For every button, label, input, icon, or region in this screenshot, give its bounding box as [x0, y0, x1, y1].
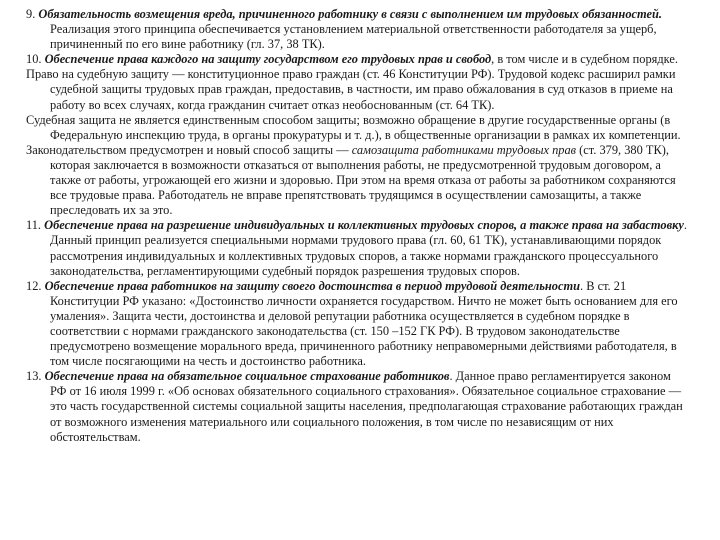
paragraph-text: Законодательством предусмотрен и новый способ защиты — — [26, 142, 352, 157]
principle-text: . В ст. 21 Конституции РФ указано: «Достоинство личности охраняется государством. Ничто не может быть основанием для его умаления». Защита чести, достоинства и деловой репутации работника осуществляется в судебном порядке в соответствии с нормами гражданского законодательства (ст. 150 –152 ГК РФ). В трудовом законодательстве предусмотрено возмещение морального вреда, причиненного работнику неправомерными действиями работодателя, в том числе посягающими на честь и достоинство работника. — [50, 278, 678, 369]
self-protection-paragraph — [26, 143, 690, 218]
principle-number: 12. — [26, 278, 45, 293]
principle-title: Обеспечение права работников на защиту своего достоинства в период трудовой деятельности — [44, 278, 581, 293]
paragraph-text: Право на судебную защиту — конституционное право граждан (ст. 46 Конституции РФ). Трудовой кодекс расширил рамки судебной защиты трудовых прав граждан, предоставив, в частности, им право обжалования в суд отказов в приеме на работу во всех случаях, когда гражданин считает отказ необоснованным (ст. 64 ТК). — [26, 67, 676, 112]
principle-12-paragraph — [26, 279, 690, 370]
principle-number: 11. — [26, 218, 45, 233]
judicial-protection-paragraph — [26, 67, 690, 112]
principle-11-paragraph — [26, 218, 690, 278]
principle-text: , в том числе и в судебном порядке. — [491, 52, 678, 67]
paragraph-text: Судебная защита не является единственным способом защиты; возможно обращение в другие государственные органы (в Федеральную инспекцию труда, в органы прокуратуры и т. д.), в общественные организации в рамках их компетенции. — [26, 112, 681, 142]
principle-text: Реализация этого принципа обеспечивается установлением материальной ответственности работодателя за ущерб, причиненный по его вине работнику (гл. 37, 38 ТК). — [50, 22, 657, 52]
principle-9-paragraph — [26, 7, 690, 52]
paragraph-text: (ст. 379, 380 ТК), которая заключается в возможности отказаться от выполнения работы, не предусмотренной трудовым договором, а также от работы, угрожающей его жизни и здоровью. При этом на время отказа от работы за работником сохраняются все трудовые права. Работодатель не вправе препятствовать трудящимся в осуществлении самозащиты, а также преследовать их за это. — [50, 142, 676, 218]
principle-title: Обеспечение права на разрешение индивидуальных и коллективных трудовых споров, а также права на забастовку — [44, 218, 684, 233]
principle-number: 13. — [26, 369, 45, 384]
principle-number: 10. — [26, 52, 45, 67]
other-protection-paragraph — [26, 113, 690, 143]
principle-title: Обеспечение права на обязательное социальное страхование работников — [44, 369, 450, 384]
principle-text: . Данное право регламентируется законом РФ от 16 июля 1999 г. «Об основах обязательного социального страхования». Обязательное социальное страхование — это часть государственной системы социальной защиты населения, предполагающая страхование работающих граждан от возможного изменения материального или социального положения, в том числе по независящим от них обстоятельствам. — [50, 369, 683, 444]
principle-title: Обязательность возмещения вреда, причиненного работнику в связи с выполнением им трудовых обязанностей. — [38, 7, 662, 21]
self-protection-term: самозащита работниками трудовых прав — [351, 142, 577, 157]
principle-number: 9. — [26, 7, 39, 21]
principle-text: . Данный принцип реализуется специальными нормами трудового права (гл. 60, 61 ТК), устанавливающими порядок рассмотрения индивидуальных и коллективных трудовых споров, а также нормами гражданского процессуального законодательства, регламентирующими судебный порядок разрешения трудовых споров. — [50, 218, 688, 278]
principle-title: Обеспечение права каждого на защиту государством его трудовых прав и свобод — [44, 52, 492, 67]
principle-10-paragraph — [26, 52, 690, 67]
principle-13-paragraph — [26, 369, 690, 444]
